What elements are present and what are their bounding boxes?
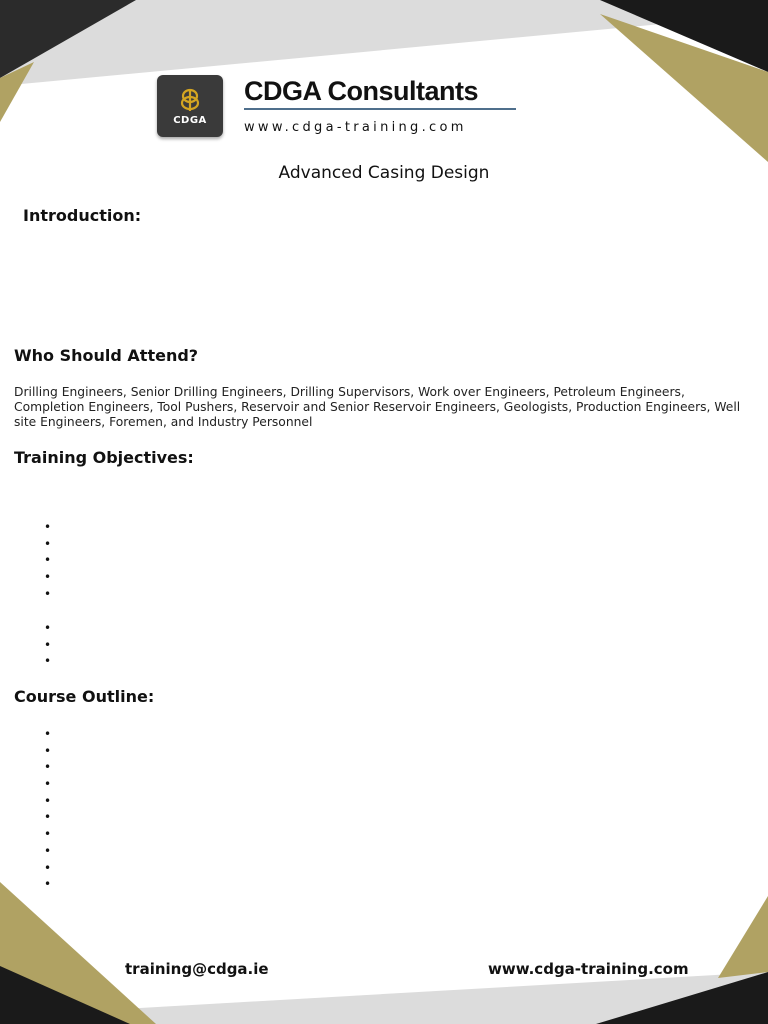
list-item — [44, 519, 51, 536]
cdga-emblem-icon — [178, 87, 202, 113]
list-item — [44, 586, 51, 603]
list-item — [44, 826, 51, 843]
logo-label: CDGA — [173, 114, 207, 126]
footer-email-link[interactable]: training@cdga.ie — [125, 960, 269, 978]
footer-website-link[interactable]: www.cdga-training.com — [488, 960, 689, 978]
list-item — [44, 653, 51, 670]
who-should-attend-heading: Who Should Attend? — [14, 346, 199, 365]
brand-logo — [157, 75, 223, 137]
list-item — [44, 809, 51, 826]
outline-bullet-list — [44, 726, 51, 893]
introduction-heading: Introduction: — [23, 206, 142, 225]
list-item — [44, 759, 51, 776]
list-item — [44, 620, 51, 637]
training-objectives-heading: Training Objectives: — [14, 448, 194, 467]
list-item — [44, 776, 51, 793]
list-item — [44, 637, 51, 654]
list-item — [44, 726, 51, 743]
brand-name: CDGA Consultants — [244, 76, 478, 106]
list-item — [44, 843, 51, 860]
brand-underline — [244, 108, 516, 110]
list-item — [44, 793, 51, 810]
list-item — [44, 552, 51, 569]
list-item — [44, 569, 51, 586]
list-item — [44, 743, 51, 760]
objectives-bullet-list-1 — [44, 519, 51, 602]
brand-url[interactable]: www.cdga-training.com — [244, 120, 467, 135]
list-item — [44, 860, 51, 877]
objectives-bullet-list-2 — [44, 620, 51, 670]
course-outline-heading: Course Outline: — [14, 687, 155, 706]
document-title: Advanced Casing Design — [278, 163, 490, 183]
who-should-attend-text: Drilling Engineers, Senior Drilling Engineers, Drilling Supervisors, Work over Engineers, Petroleum Engineers, Completion Engineers, Tool Pushers, Reservoir and Senior Reservoir Engineers, Geologists, Production Engineers, Well site Engineers, Foremen, and Industry Personnel — [14, 385, 741, 429]
list-item — [44, 876, 51, 893]
list-item — [44, 536, 51, 553]
